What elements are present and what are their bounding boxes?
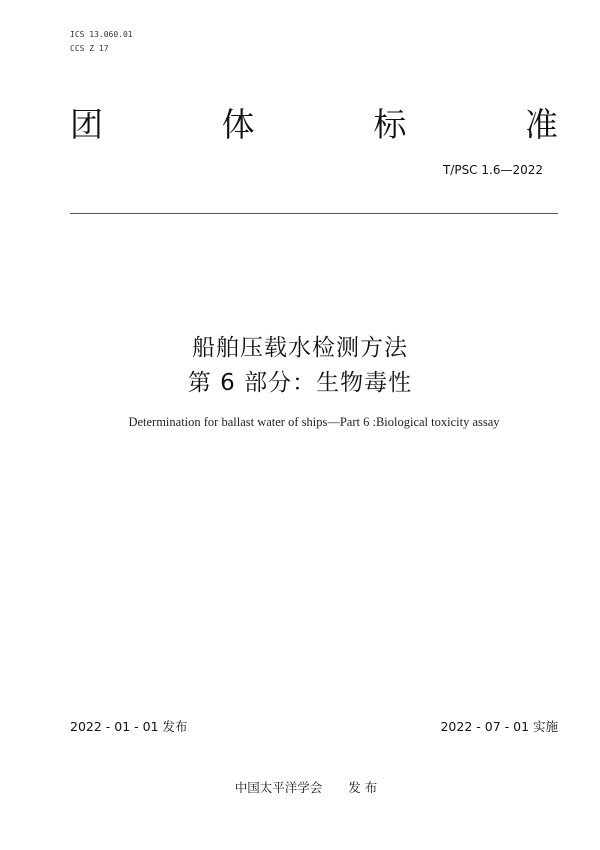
title-char: 准	[524, 105, 558, 144]
standard-code: T/PSC 1.6—2022	[442, 163, 543, 177]
header-divider	[70, 213, 558, 214]
publisher-name: 中国太平洋学会	[234, 780, 323, 795]
issue-date: 2022 - 01 - 01 发布	[70, 719, 188, 734]
title-char: 团	[70, 105, 103, 144]
standard-type-title	[70, 103, 558, 147]
chinese-title-line-1: 船舶压载水检测方法	[192, 335, 408, 361]
english-title: Determination for ballast water of ships—Part 6 :Biological toxicity assay	[128, 415, 500, 429]
publish-action: 发 布	[348, 780, 378, 795]
classification-codes	[70, 28, 133, 56]
chinese-title-line-2: 第 6 部分：生物毒性	[187, 370, 413, 396]
implementation-date: 2022 - 07 - 01 实施	[440, 719, 558, 734]
ics-code: ICS 13.060.01	[70, 30, 133, 39]
title-char: 标	[373, 105, 407, 144]
publisher-line	[0, 778, 600, 796]
ccs-code: CCS Z 17	[70, 44, 109, 53]
title-char: 体	[221, 105, 255, 144]
